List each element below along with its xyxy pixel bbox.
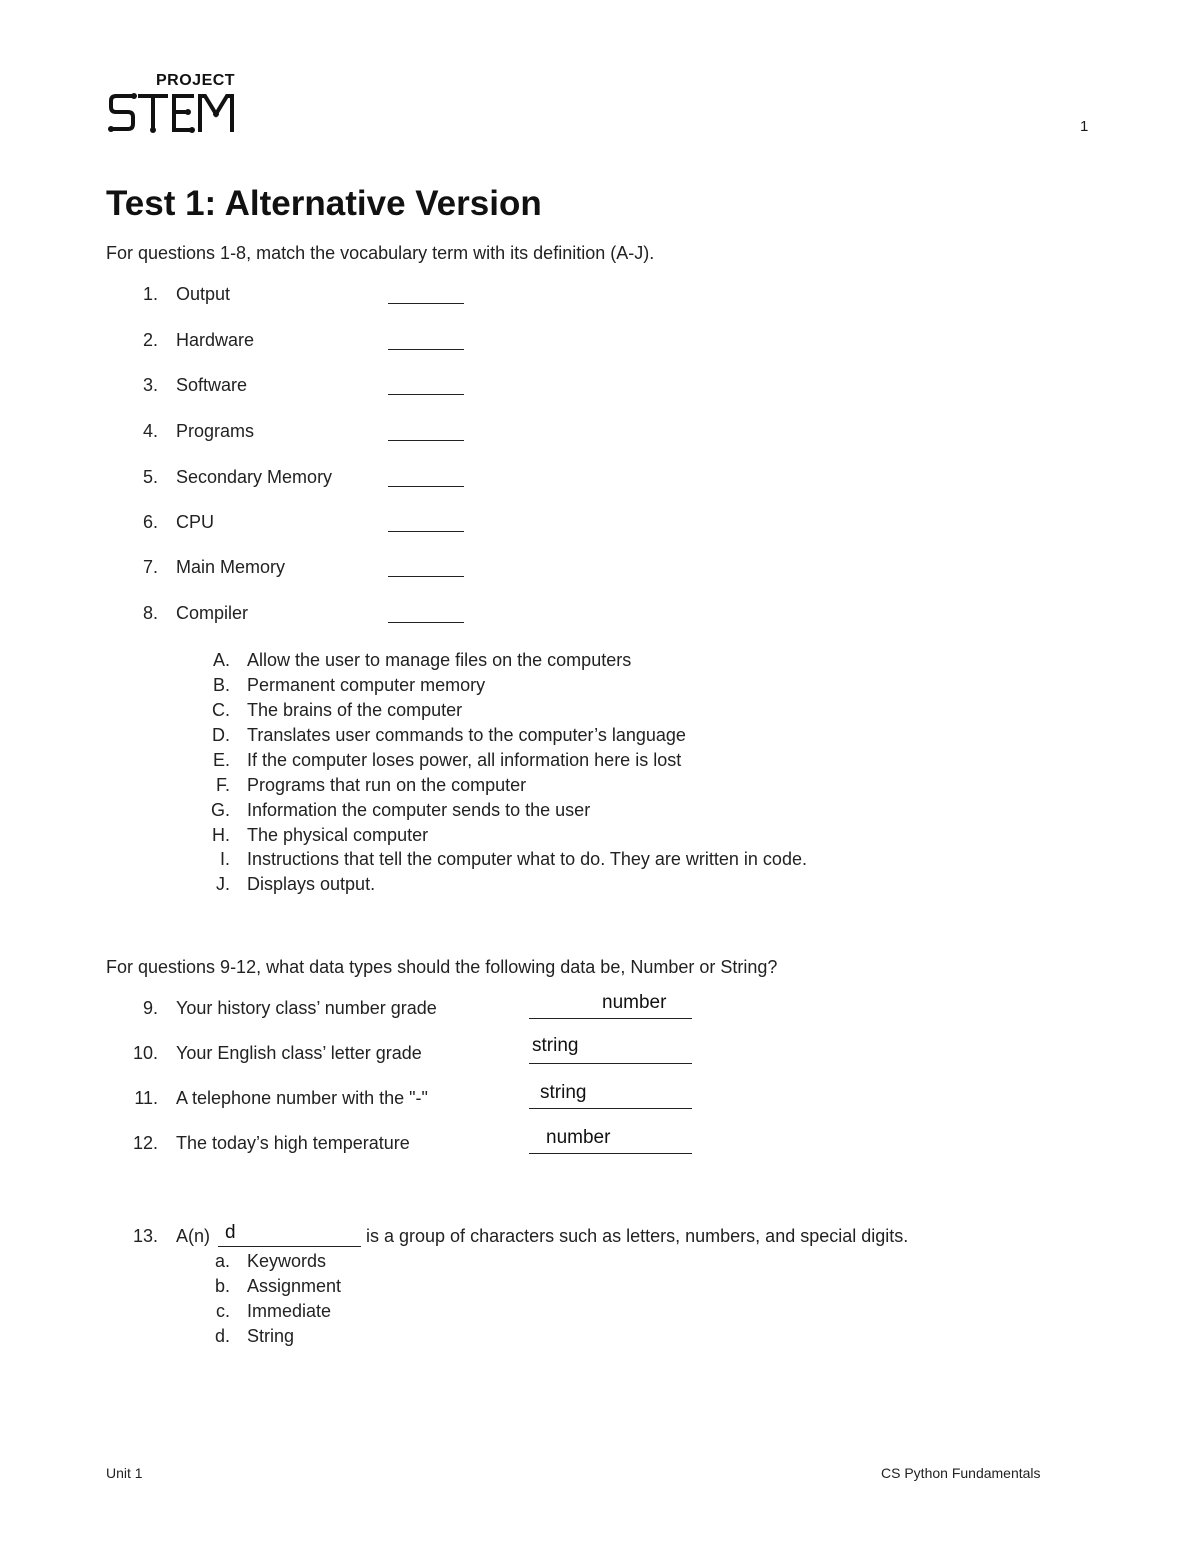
definition-text: Permanent computer memory <box>247 675 486 695</box>
question-text: Your English class’ letter grade <box>176 1043 422 1063</box>
answer-blank[interactable] <box>529 1153 692 1154</box>
item-number: 13. <box>132 1226 158 1246</box>
answer-blank[interactable] <box>388 440 464 441</box>
vocab-term: Programs <box>176 421 255 441</box>
vocab-item <box>130 603 530 627</box>
item-number: 8. <box>142 603 158 623</box>
vocab-item <box>130 284 530 308</box>
page-number: 1 <box>1080 118 1089 135</box>
definition-item <box>208 650 908 672</box>
logo-project-text: PROJECT <box>156 72 236 89</box>
answer-blank[interactable] <box>529 1063 692 1064</box>
definition-item <box>208 700 908 722</box>
item-number: 9. <box>142 998 158 1018</box>
handwritten-answer: string <box>540 1082 587 1103</box>
definition-text: Displays output. <box>247 874 376 894</box>
answer-blank[interactable] <box>529 1108 692 1109</box>
option-item <box>208 1301 508 1323</box>
answer-blank[interactable] <box>388 622 464 623</box>
item-number: 6. <box>142 512 158 532</box>
answer-blank[interactable] <box>388 531 464 532</box>
option-text: Immediate <box>247 1301 332 1321</box>
footer-course: CS Python Fundamentals <box>881 1465 1041 1481</box>
item-number: 12. <box>132 1133 158 1153</box>
definition-item <box>208 825 908 847</box>
item-number: 5. <box>142 467 158 487</box>
item-number: 2. <box>142 330 158 350</box>
vocab-term: CPU <box>176 512 215 532</box>
option-text: Keywords <box>247 1251 327 1271</box>
item-number: 7. <box>142 557 158 577</box>
vocab-term: Secondary Memory <box>176 467 333 487</box>
option-letter: a. <box>214 1251 230 1271</box>
definition-letter: A. <box>212 650 230 670</box>
handwritten-answer: d <box>225 1222 236 1243</box>
footer-unit: Unit 1 <box>106 1465 143 1481</box>
definition-letter: F. <box>215 775 230 795</box>
item-number: 11. <box>134 1088 158 1108</box>
definition-letter: J. <box>215 874 230 894</box>
option-item <box>208 1251 508 1273</box>
definition-item <box>208 800 908 822</box>
definition-item <box>208 725 908 747</box>
definition-text: If the computer loses power, all information here is lost <box>247 750 682 770</box>
question-13 <box>130 1222 1030 1252</box>
page-title: Test 1: Alternative Version <box>106 184 542 223</box>
answer-blank[interactable] <box>388 349 464 350</box>
item-number: 4. <box>142 421 158 441</box>
logo-stem-wordmark <box>108 90 236 134</box>
vocab-term: Software <box>176 375 248 395</box>
definition-text: The physical computer <box>247 825 429 845</box>
question-text: A telephone number with the "-" <box>176 1088 428 1108</box>
option-text: String <box>247 1326 295 1346</box>
project-stem-logo <box>108 72 238 134</box>
option-letter: b. <box>214 1276 230 1296</box>
option-item <box>208 1276 508 1298</box>
definition-text: Allow the user to manage files on the computers <box>247 650 632 670</box>
option-item <box>208 1326 508 1348</box>
definition-letter: I. <box>219 849 230 869</box>
handwritten-answer: string <box>532 1035 579 1056</box>
question-text: Your history class’ number grade <box>176 998 437 1018</box>
definition-letter: D. <box>212 725 230 745</box>
question-suffix: is a group of characters such as letters, numbers, and special digits. <box>366 1226 909 1246</box>
definition-letter: C. <box>212 700 230 720</box>
handwritten-answer: number <box>546 1127 611 1148</box>
item-number: 3. <box>142 375 158 395</box>
answer-blank[interactable] <box>388 303 464 304</box>
vocab-item <box>130 512 530 536</box>
handwritten-answer: number <box>602 992 667 1013</box>
section1-instruction: For questions 1-8, match the vocabulary term with its definition (A-J). <box>106 243 655 263</box>
definition-text: The brains of the computer <box>247 700 463 720</box>
answer-blank[interactable] <box>388 394 464 395</box>
vocab-item <box>130 375 530 399</box>
section2-instruction: For questions 9-12, what data types should the following data be, Number or String? <box>106 957 778 977</box>
vocab-item <box>130 467 530 491</box>
question-prefix: A(n) <box>176 1226 211 1246</box>
vocab-term: Hardware <box>176 330 255 350</box>
vocab-item <box>130 330 530 354</box>
answer-blank[interactable] <box>388 486 464 487</box>
definition-text: Programs that run on the computer <box>247 775 527 795</box>
definition-text: Information the computer sends to the user <box>247 800 591 820</box>
definition-letter: B. <box>212 675 230 695</box>
answer-blank[interactable] <box>529 1018 692 1019</box>
answer-blank[interactable] <box>218 1246 361 1247</box>
vocab-term: Compiler <box>176 603 249 623</box>
vocab-term: Main Memory <box>176 557 286 577</box>
datatype-item <box>130 1035 710 1069</box>
option-text: Assignment <box>247 1276 342 1296</box>
definition-item <box>208 849 908 871</box>
option-letter: d. <box>214 1326 230 1346</box>
definition-text: Translates user commands to the computer’s language <box>247 725 686 745</box>
datatype-item <box>130 1127 710 1159</box>
definition-letter: E. <box>212 750 230 770</box>
vocab-item <box>130 557 530 581</box>
question-text: The today’s high temperature <box>176 1133 410 1153</box>
datatype-item <box>130 1082 710 1114</box>
vocab-item <box>130 421 530 445</box>
answer-blank[interactable] <box>388 576 464 577</box>
definition-text: Instructions that tell the computer what to do. They are written in code. <box>247 849 807 869</box>
definition-letter: H. <box>212 825 230 845</box>
definition-item <box>208 750 908 772</box>
definition-item <box>208 874 908 896</box>
item-number: 10. <box>132 1043 158 1063</box>
item-number: 1. <box>142 284 158 304</box>
vocab-term: Output <box>176 284 231 304</box>
definition-item <box>208 775 908 797</box>
option-letter: c. <box>215 1301 230 1321</box>
datatype-item <box>130 992 710 1024</box>
definition-item <box>208 675 908 697</box>
definition-letter: G. <box>210 800 230 820</box>
